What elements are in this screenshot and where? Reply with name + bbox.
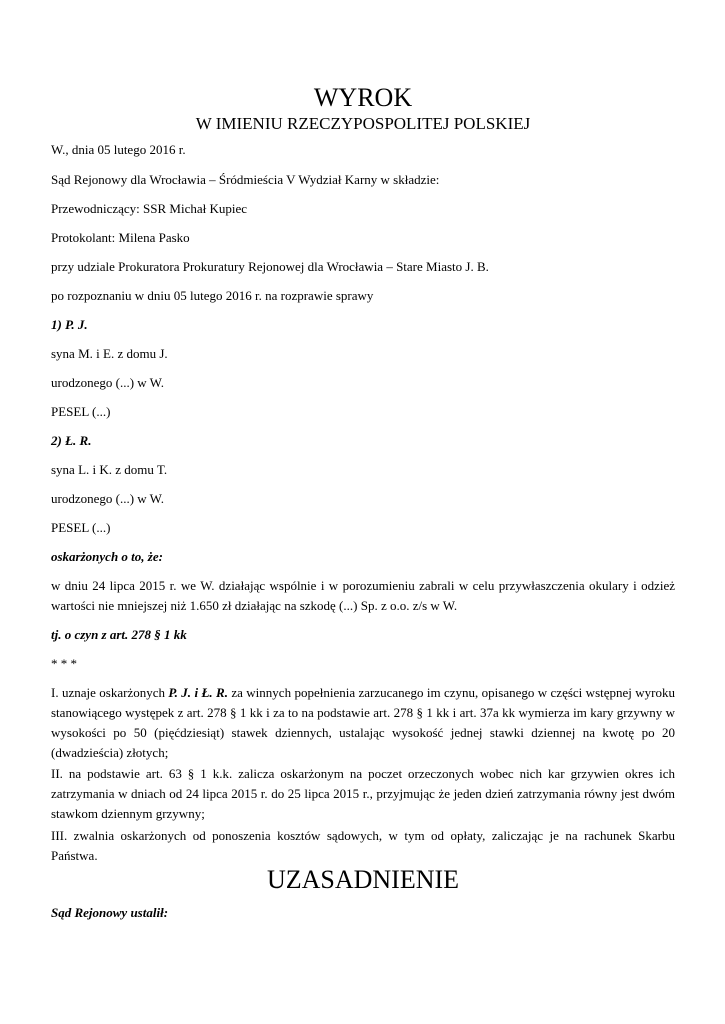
defendant-2-birth: urodzonego (...) w W. [51,491,165,506]
date-line: W., dnia 05 lutego 2016 r. [51,142,186,157]
justification-first-line: Sąd Rejonowy ustalił: [51,905,169,920]
defendant-2-pesel: PESEL (...) [51,520,111,535]
chair-line: Przewodniczący: SSR Michał Kupiec [51,201,248,216]
hearing-line: po rozpoznaniu w dniu 05 lutego 2016 r. na rozprawie sprawy [51,288,374,303]
prosecutor-line: przy udziale Prokuratora Prokuratury Rejonowej dla Wrocławia – Stare Miasto J. B. [51,259,489,274]
verdict-item-2: II. na podstawie art. 63 § 1 k.k. zalicza oskarżonym na poczet orzeczonych wobec nich kar grzywien okres ich zatrzymania w dniach od 24 lipca 2015 r. do 25 lipca 2015 r., przyjmując że jeden dzień zatrzymania równy jest dwóm stawkom dziennym grzywny; [51,766,675,821]
verdict-item-1-rest: za winnych popełnienia zarzucanego im czynu, opisanego w części wstępnej wyroku stanowiącego występek z art. 278 § 1 kk i za to na podstawie art. 278 § 1 kk i art. 37a kk wymierza im kary grzywny w wysokości po 50 (pięćdziesiąt) stawek dziennych, ustalając wysokość jednej stawki dziennej na kwotę po 20 (dwadzieścia) złotych; [51,685,676,760]
defendant-1-pesel: PESEL (...) [51,404,111,419]
verdict-item-1 [51,683,675,763]
defendant-2-parents: syna L. i K. z domu T. [51,462,168,477]
verdict-item-1-prefix: I. uznaje oskarżonych [51,685,169,700]
document-subtitle: W IMIENIU RZECZYPOSPOLITEJ POLSKIEJ [195,114,531,133]
defendant-1-birth: urodzonego (...) w W. [51,375,165,390]
verdict-item-1-names: P. J. i Ł. R. [168,685,228,700]
charge-text: w dniu 24 lipca 2015 r. we W. działając wspólnie i w porozumieniu zabrali w celu przywłaszczenia okulary i odzież wartości nie mniejszej niż 1.650 zł działając na szkodę (...) Sp. z o.o. z/s w W. [51,578,675,613]
charge-heading: oskarżonych o to, że: [51,549,163,564]
defendant-1-label: 1) P. J. [51,317,88,332]
clerk-line: Protokolant: Milena Pasko [51,230,190,245]
legal-basis: tj. o czyn z art. 278 § 1 kk [51,627,187,642]
separator: * * * [51,656,77,671]
defendant-1-parents: syna M. i E. z domu J. [51,346,168,361]
verdict-item-3: III. zwalnia oskarżonych od ponoszenia kosztów sądowych, w tym od opłaty, zaliczając je na rachunek Skarbu Państwa. [51,828,675,863]
justification-title: UZASADNIENIE [266,865,460,894]
defendant-2-label: 2) Ł. R. [51,433,92,448]
court-line: Sąd Rejonowy dla Wrocławia – Śródmieścia V Wydział Karny w składzie: [51,172,440,187]
document-title: WYROK [313,83,413,112]
